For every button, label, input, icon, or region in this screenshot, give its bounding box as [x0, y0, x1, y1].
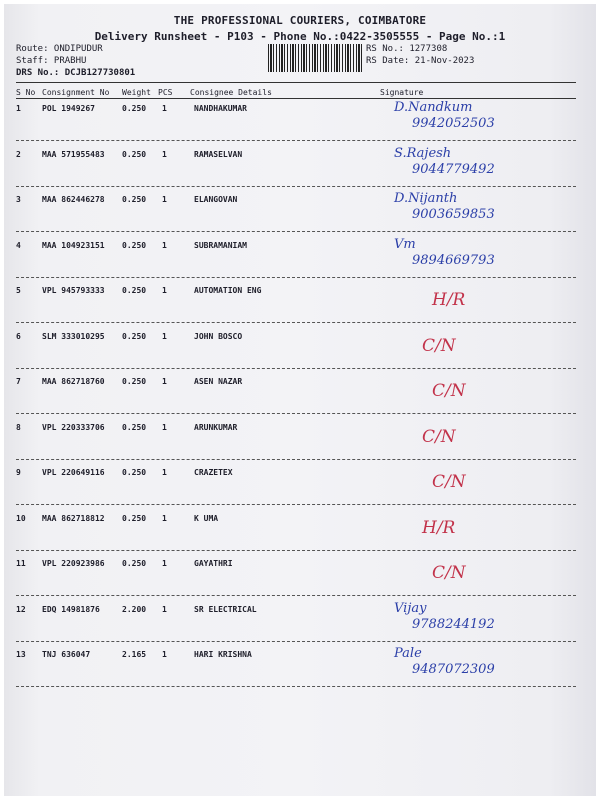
- row-consignment-no: POL 1949267: [42, 104, 95, 113]
- row-separator: [16, 459, 576, 460]
- row-consignment-no: VPL 945793333: [42, 286, 105, 295]
- row-separator: [16, 595, 576, 596]
- row-consignment-no: VPL 220923986: [42, 559, 105, 568]
- row-pcs: 1: [162, 195, 167, 204]
- route-label: Route: ONDIPUDUR: [16, 44, 103, 54]
- row-separator: [16, 231, 576, 232]
- row-signature: C/N: [422, 335, 456, 356]
- row-weight: 2.165: [122, 650, 147, 659]
- row-pcs: 1: [162, 286, 167, 295]
- row-signature: Pale: [394, 646, 422, 661]
- row-pcs: 1: [162, 559, 167, 568]
- runsheet-subtitle: Delivery Runsheet - P103 - Phone No.:0422-3505555 - Page No.:1: [94, 30, 506, 43]
- row-separator: [16, 140, 576, 141]
- row-weight: 0.250: [122, 377, 147, 386]
- row-weight: 0.250: [122, 559, 147, 568]
- row-signature: H/R: [422, 517, 456, 538]
- row-consignee: ASEN NAZAR: [194, 377, 243, 386]
- row-signature-phone: 9487072309: [412, 662, 495, 677]
- row-sno: 6: [16, 331, 21, 341]
- row-consignment-no: EDQ 14981876: [42, 604, 100, 614]
- row-consignee: ELANGOVAN: [194, 195, 238, 204]
- row-sno: 4: [16, 240, 21, 250]
- row-separator: [16, 413, 576, 414]
- drs-number: DRS No.: DCJB127730801: [16, 68, 136, 78]
- row-consignment-no: MAA 104923151: [42, 240, 105, 250]
- row-weight: 0.250: [122, 149, 147, 159]
- row-consignee: NANDHAKUMAR: [194, 104, 247, 113]
- row-sno: 3: [16, 195, 21, 204]
- row-consignee: JOHN BOSCO: [194, 331, 243, 341]
- row-separator: [16, 186, 576, 187]
- row-sno: 12: [16, 604, 26, 614]
- row-signature-phone: 9942052503: [412, 116, 495, 131]
- row-weight: 0.250: [122, 195, 147, 204]
- row-weight: 0.250: [122, 104, 147, 113]
- row-consignment-no: MAA 862718760: [42, 377, 105, 386]
- row-signature: D.Nandkum: [394, 100, 473, 115]
- row-consignment-no: MAA 862446278: [42, 195, 105, 204]
- row-sno: 1: [16, 104, 21, 113]
- rs-date: RS Date: 21-Nov-2023: [366, 56, 475, 66]
- row-consignee: SUBRAMANIAM: [194, 240, 247, 250]
- row-sno: 9: [16, 468, 21, 477]
- row-sno: 7: [16, 377, 21, 386]
- row-signature: C/N: [432, 381, 466, 401]
- row-signature: C/N: [432, 472, 466, 492]
- col-header-consignment: Consignment No: [42, 88, 110, 97]
- row-consignee: GAYATHRI: [194, 559, 233, 568]
- row-consignee: RAMASELVAN: [194, 149, 243, 159]
- row-sno: 10: [16, 513, 26, 523]
- row-signature-phone: 9788244192: [412, 616, 495, 632]
- row-sno: 8: [16, 422, 21, 432]
- row-pcs: 1: [162, 240, 167, 250]
- row-separator: [16, 686, 576, 687]
- row-consignment-no: MAA 862718812: [42, 513, 105, 523]
- row-pcs: 1: [162, 604, 167, 614]
- rs-number: RS No.: 1277308: [366, 44, 448, 54]
- runsheet-page: [4, 4, 596, 796]
- row-consignment-no: VPL 220649116: [42, 468, 105, 477]
- row-signature: D.Nijanth: [394, 191, 458, 206]
- row-signature-phone: 9044779492: [412, 161, 495, 177]
- row-separator: [16, 368, 576, 369]
- row-weight: 2.200: [122, 604, 147, 614]
- row-signature: C/N: [422, 426, 456, 447]
- row-pcs: 1: [162, 422, 167, 432]
- row-pcs: 1: [162, 377, 167, 386]
- row-consignee: HARI KRISHNA: [194, 650, 252, 659]
- row-sno: 2: [16, 149, 21, 159]
- row-pcs: 1: [162, 331, 167, 341]
- row-weight: 0.250: [122, 513, 147, 523]
- row-signature: C/N: [432, 563, 466, 583]
- row-sno: 5: [16, 286, 21, 295]
- row-signature: Vm: [394, 236, 416, 252]
- row-consignment-no: SLM 333010295: [42, 331, 105, 341]
- row-separator: [16, 322, 576, 323]
- col-header-consignee: Consignee Details: [190, 88, 272, 97]
- runsheet-rows: [4, 4, 596, 796]
- row-weight: 0.250: [122, 331, 147, 341]
- row-consignee: AUTOMATION ENG: [194, 286, 262, 295]
- row-weight: 0.250: [122, 422, 147, 432]
- row-weight: 0.250: [122, 286, 147, 295]
- row-signature-phone: 9003659853: [412, 207, 495, 222]
- row-pcs: 1: [162, 513, 167, 523]
- row-pcs: 1: [162, 468, 167, 477]
- row-sno: 13: [16, 650, 26, 659]
- row-separator: [16, 641, 576, 642]
- row-sno: 11: [16, 559, 26, 568]
- row-signature: Vijay: [394, 600, 427, 616]
- row-consignee: ARUNKUMAR: [194, 422, 238, 432]
- row-consignee: K UMA: [194, 513, 219, 523]
- col-header-weight: Weight: [122, 88, 151, 97]
- row-pcs: 1: [162, 149, 167, 159]
- row-signature: S.Rajesh: [394, 145, 452, 161]
- row-consignee: SR ELECTRICAL: [194, 604, 257, 614]
- staff-label: Staff: PRABHU: [16, 56, 87, 66]
- row-separator: [16, 550, 576, 551]
- row-consignment-no: TNJ 636047: [42, 650, 91, 659]
- col-header-signature: Signature: [380, 88, 424, 97]
- row-consignment-no: MAA 571955483: [42, 149, 105, 159]
- company-title: THE PROFESSIONAL COURIERS, COIMBATORE: [173, 14, 427, 27]
- row-consignment-no: VPL 220333706: [42, 422, 105, 432]
- row-pcs: 1: [162, 650, 167, 659]
- row-separator: [16, 504, 576, 505]
- col-header-pcs: PCS: [158, 88, 173, 97]
- row-consignee: CRAZETEX: [194, 468, 233, 477]
- row-signature-phone: 9894669793: [412, 252, 495, 268]
- row-separator: [16, 277, 576, 278]
- row-pcs: 1: [162, 104, 167, 113]
- row-weight: 0.250: [122, 468, 147, 477]
- row-weight: 0.250: [122, 240, 147, 250]
- row-signature: H/R: [432, 290, 466, 310]
- col-header-sno: S No: [16, 88, 36, 97]
